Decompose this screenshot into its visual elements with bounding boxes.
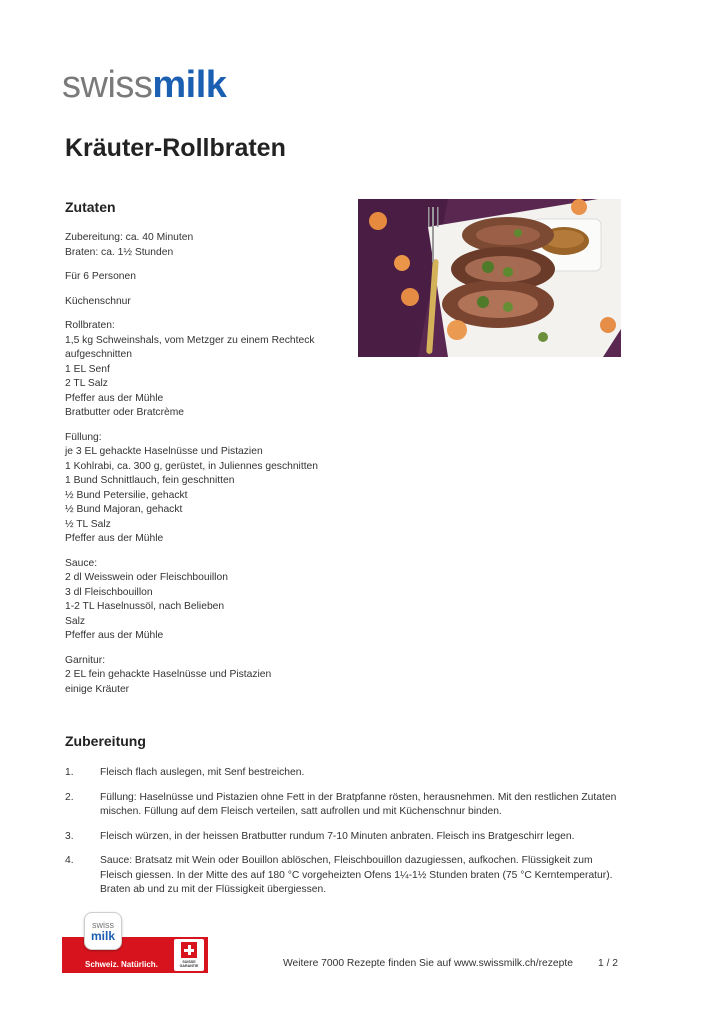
preparation-step bbox=[65, 854, 625, 898]
ingredient-line: 1,5 kg Schweinshals, vom Metzger zu einem Rechteck bbox=[65, 334, 315, 346]
preparation-step bbox=[65, 791, 625, 820]
ingredient-line: Pfeffer aus der Mühle bbox=[65, 392, 164, 404]
ingredient-line: 1 EL Senf bbox=[65, 363, 110, 375]
ingredient-line: Salz bbox=[65, 615, 86, 627]
step-number: 2. bbox=[65, 791, 74, 803]
ingredients-list bbox=[65, 231, 355, 707]
ingredient-block bbox=[65, 295, 355, 310]
ingredient-line: 2 dl Weisswein oder Fleischbouillon bbox=[65, 572, 228, 583]
ingredient-line: Zubereitung: ca. 40 Minuten bbox=[65, 232, 194, 243]
ingredient-line: 3 dl Fleischbouillon bbox=[65, 586, 153, 598]
recipe-title: Kräuter-Rollbraten bbox=[65, 134, 286, 162]
step-text: Füllung: Haselnüsse und Pistazien ohne Fett in der Bratpfanne rösten, herausnehmen. Mit den restlichen Zutaten mischen. Füllung auf dem Fleisch verteilen, satt aufrollen und mit Küchenschnur binden. bbox=[100, 791, 617, 817]
footer-slogan: Schweiz. Natürlich. bbox=[85, 960, 158, 969]
ingredient-block bbox=[65, 319, 355, 421]
ingredient-line: 2 TL Salz bbox=[65, 378, 108, 389]
step-number: 4. bbox=[65, 855, 74, 866]
step-number: 1. bbox=[65, 767, 74, 778]
step-number: 3. bbox=[65, 830, 74, 842]
seal-text-line2: GARANTIE bbox=[179, 964, 199, 968]
ingredient-line: ½ TL Salz bbox=[65, 518, 111, 530]
preparation-step bbox=[65, 766, 625, 781]
ingredient-line: aufgeschnitten bbox=[65, 349, 132, 360]
ingredient-block bbox=[65, 231, 355, 260]
footer-more-recipes: Weitere 7000 Rezepte finden Sie auf www.swissmilk.ch/rezepte bbox=[283, 958, 573, 969]
step-text: Fleisch würzen, in der heissen Bratbutter rundum 7-10 Minuten anbraten. Fleisch ins Bratgeschirr legen. bbox=[100, 830, 575, 842]
step-text: Fleisch flach auslegen, mit Senf bestreichen. bbox=[100, 767, 305, 778]
ingredient-line: Füllung: bbox=[65, 431, 102, 443]
ingredient-line: Bratbutter oder Bratcrème bbox=[65, 407, 185, 418]
swissmilk-logo bbox=[62, 64, 226, 107]
ingredients-heading: Zutaten bbox=[65, 199, 116, 215]
swissmilk-badge-logo bbox=[84, 912, 122, 950]
ingredient-line: 1-2 TL Haselnussöl, nach Belieben bbox=[65, 601, 225, 612]
logo-milk-text: milk bbox=[152, 64, 227, 106]
suisse-garantie-seal bbox=[174, 939, 204, 971]
badge-milk-text: milk bbox=[90, 929, 115, 943]
ingredient-line: ½ Bund Majoran, gehackt bbox=[65, 504, 183, 515]
ingredient-block bbox=[65, 431, 355, 547]
ingredient-block bbox=[65, 654, 355, 698]
ingredient-block bbox=[65, 557, 355, 644]
ingredient-line: einige Kräuter bbox=[65, 683, 130, 695]
ingredient-block bbox=[65, 270, 355, 285]
page-number: 1 / 2 bbox=[598, 958, 619, 969]
preparation-steps bbox=[65, 766, 625, 908]
ingredient-line: 1 Bund Schnittlauch, fein geschnitten bbox=[65, 475, 235, 486]
seal-text-line1: SUISSE bbox=[182, 960, 196, 964]
ingredient-line: Pfeffer aus der Mühle bbox=[65, 533, 164, 544]
ingredient-line: ½ Bund Petersilie, gehackt bbox=[65, 489, 188, 501]
ingredient-line: 2 EL fein gehackte Haselnüsse und Pistazien bbox=[65, 669, 272, 680]
ingredient-line: Braten: ca. 1½ Stunden bbox=[65, 246, 174, 258]
ingredient-line: Sauce: bbox=[65, 557, 98, 569]
ingredient-line: Für 6 Personen bbox=[65, 271, 136, 282]
ingredient-line: Rollbraten: bbox=[65, 320, 115, 331]
ingredient-line: 1 Kohlrabi, ca. 300 g, gerüstet, in Juliennes geschnitten bbox=[65, 460, 319, 472]
ingredient-line: Pfeffer aus der Mühle bbox=[65, 630, 164, 641]
step-text: Sauce: Bratsatz mit Wein oder Bouillon ablöschen, Fleischbouillon dazugiessen, aufkochen. Flüssigkeit zum Fleisch giessen. In der Mitte des auf 180 °C vorgeheizten Ofens 1¼-1½ Stunden braten (75 °C Kerntemperatur). Braten ab und zu mit der Flüssigkeit übergiessen. bbox=[100, 855, 613, 895]
swiss-cross-icon bbox=[181, 942, 197, 958]
recipe-photo bbox=[358, 199, 621, 357]
preparation-heading: Zubereitung bbox=[65, 733, 146, 749]
ingredient-line: je 3 EL gehackte Haselnüsse und Pistazien bbox=[65, 446, 263, 457]
ingredient-line: Garnitur: bbox=[65, 654, 106, 666]
preparation-step bbox=[65, 830, 625, 845]
badge-swiss-text: swiss bbox=[92, 920, 114, 930]
ingredient-line: Küchenschnur bbox=[65, 295, 131, 307]
logo-swiss-text: swiss bbox=[62, 64, 153, 106]
